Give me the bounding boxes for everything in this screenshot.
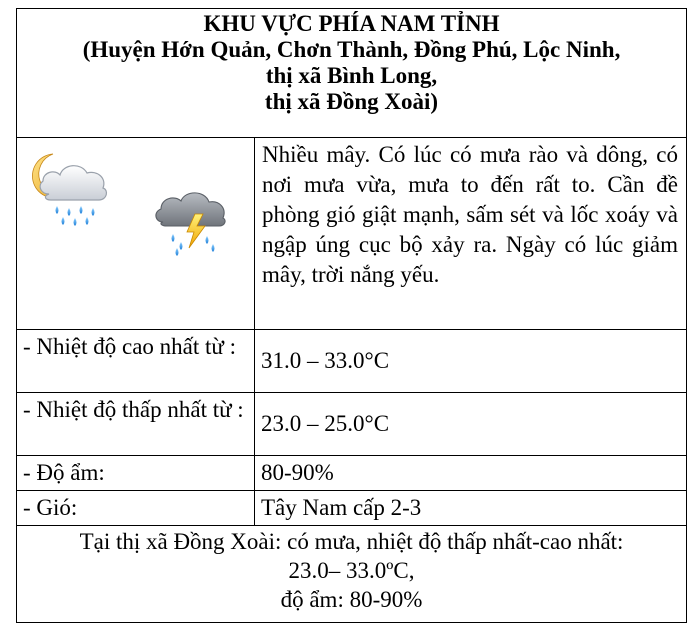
wind-value: Tây Nam cấp 2-3 <box>255 491 687 526</box>
region-header <box>17 9 687 138</box>
town-summary-line-2: 23.0– 33.0ºC, <box>288 558 415 583</box>
town-summary-line-1: Tại thị xã Đồng Xoài: có mưa, nhiệt độ thấp nhất-cao nhất: <box>79 529 624 554</box>
town-summary-line-3: độ ẩm: 80-90% <box>280 587 423 612</box>
region-town-1: thị xã Bình Long, <box>265 63 438 88</box>
forecast-table <box>16 8 687 623</box>
region-title: KHU VỰC PHÍA NAM TỈNH <box>203 11 500 36</box>
table-row <box>17 491 687 526</box>
weather-icons-cell <box>17 138 255 330</box>
region-town-2: thị xã Đồng Xoài) <box>264 89 439 114</box>
town-summary <box>17 526 687 623</box>
min-temp-value: 23.0 – 25.0°C <box>255 393 687 456</box>
table-row <box>17 393 687 456</box>
wind-label: - Gió: <box>17 491 255 526</box>
humidity-value: 80-90% <box>255 456 687 491</box>
max-temp-label: - Nhiệt độ cao nhất từ : <box>17 330 255 393</box>
weather-description: Nhiều mây. Có lúc có mưa rào và dông, có nơi mưa vừa, mưa to đến rất to. Cần đề phòng gió giật mạnh, sấm sét và lốc xoáy và ngập úng cục bộ xảy ra. Ngày có lúc giảm mây, trời nắng yếu. <box>255 138 687 330</box>
night-rain-cloud-icon <box>23 150 123 230</box>
thunderstorm-rain-icon <box>151 186 231 258</box>
max-temp-value: 31.0 – 33.0°C <box>255 330 687 393</box>
table-row <box>17 456 687 491</box>
humidity-label: - Độ ẩm: <box>17 456 255 491</box>
region-districts: (Huyện Hớn Quản, Chơn Thành, Đồng Phú, Lộc Ninh, <box>82 37 621 62</box>
table-row <box>17 330 687 393</box>
min-temp-label: - Nhiệt độ thấp nhất từ : <box>17 393 255 456</box>
